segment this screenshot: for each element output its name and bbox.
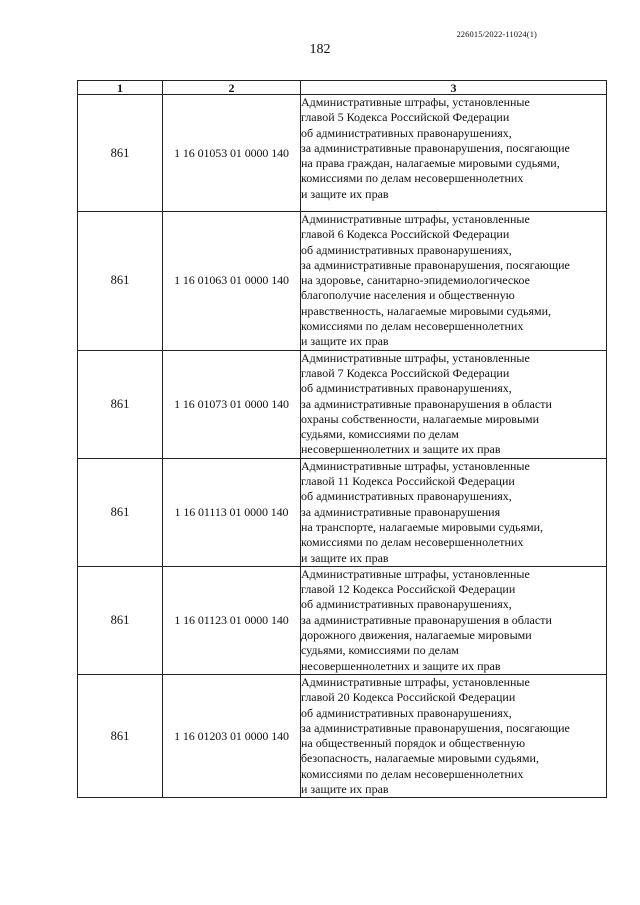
table-row <box>78 674 607 797</box>
budget-code-cell: 1 16 01073 01 0000 140 <box>163 350 301 458</box>
budget-code-cell: 1 16 01063 01 0000 140 <box>163 212 301 351</box>
admin-code-cell: 861 <box>78 458 163 566</box>
document-id: 226015/2022-11024(1) <box>456 29 537 39</box>
budget-code-cell: 1 16 01053 01 0000 140 <box>163 95 301 212</box>
admin-code-cell: 861 <box>78 350 163 458</box>
table-row <box>78 95 607 212</box>
description-cell: Административные штрафы, установленные главой 7 Кодекса Российской Федерации об административных правонарушениях, за административные правонарушения в области охраны собственности, налагаемые мировыми судьями, комиссиями по делам несовершеннолетних и защите их прав <box>301 350 607 458</box>
admin-code-cell: 861 <box>78 566 163 674</box>
column-header-3: 3 <box>301 81 607 95</box>
description-cell: Административные штрафы, установленные главой 11 Кодекса Российской Федерации об административных правонарушениях, за административные правонарушения на транспорте, налагаемые мировыми судьями, комиссиями по делам несовершеннолетних и защите их прав <box>301 458 607 566</box>
admin-code-cell: 861 <box>78 212 163 351</box>
table-row <box>78 212 607 351</box>
budget-code-cell: 1 16 01203 01 0000 140 <box>163 674 301 797</box>
description-cell: Административные штрафы, установленные главой 5 Кодекса Российской Федерации об административных правонарушениях, за административные правонарушения, посягающие на права граждан, налагаемые мировыми судьями, комиссиями по делам несовершеннолетних и защите их прав <box>301 95 607 212</box>
column-header-2: 2 <box>163 81 301 95</box>
budget-code-cell: 1 16 01123 01 0000 140 <box>163 566 301 674</box>
description-cell: Административные штрафы, установленные главой 6 Кодекса Российской Федерации об административных правонарушениях, за административные правонарушения, посягающие на здоровье, санитарно-эпидемиологическое благополучие населения и общественную нравственность, налагаемые мировыми судьями, комиссиями по делам несовершеннолетних и защите их прав <box>301 212 607 351</box>
table-row <box>78 458 607 566</box>
admin-code-cell: 861 <box>78 674 163 797</box>
column-header-1: 1 <box>78 81 163 95</box>
table-row <box>78 566 607 674</box>
admin-code-cell: 861 <box>78 95 163 212</box>
page-number: 182 <box>309 42 331 57</box>
revenue-codes-table <box>77 80 607 798</box>
description-cell: Административные штрафы, установленные главой 12 Кодекса Российской Федерации об административных правонарушениях, за административные правонарушения в области дорожного движения, налагаемые мировыми судьями, комиссиями по делам несовершеннолетних и защите их прав <box>301 566 607 674</box>
table-row <box>78 350 607 458</box>
budget-code-cell: 1 16 01113 01 0000 140 <box>163 458 301 566</box>
description-cell: Административные штрафы, установленные главой 20 Кодекса Российской Федерации об административных правонарушениях, за административные правонарушения, посягающие на общественный порядок и общественную безопасность, налагаемые мировыми судьями, комиссиями по делам несовершеннолетних и защите их прав <box>301 674 607 797</box>
table-header-row <box>78 81 607 95</box>
